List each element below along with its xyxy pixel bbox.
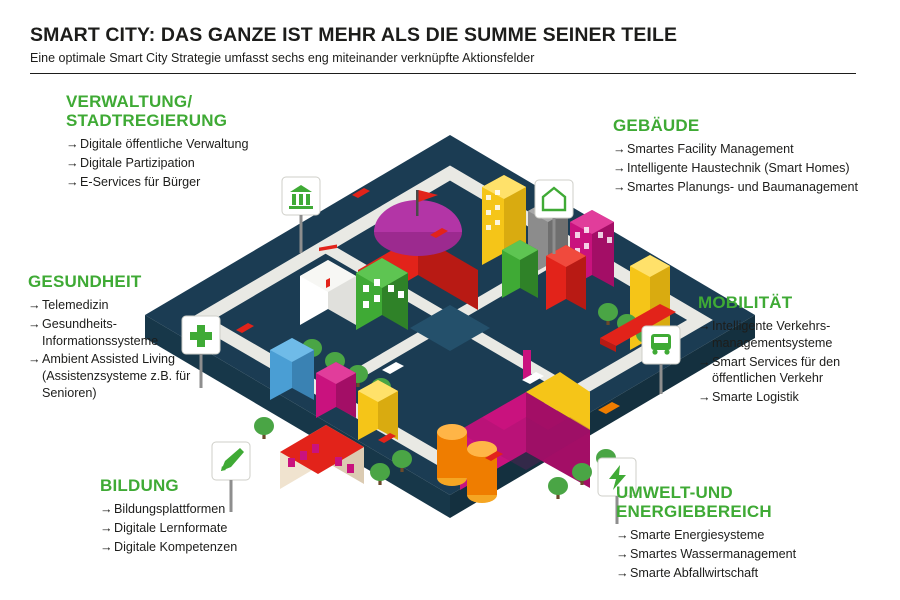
list-item (613, 160, 868, 177)
list-item (28, 297, 218, 314)
arrow-icon: → (613, 142, 626, 157)
arrow-icon: → (613, 179, 626, 194)
list-item-label: Digitale öffentliche Verwaltung (80, 137, 249, 152)
list-item-label: Digitale Lernformate (114, 520, 228, 535)
header (30, 24, 856, 74)
list-item-label: Smarte Logistik (712, 389, 799, 404)
section-verwaltung (66, 92, 281, 192)
arrow-icon: → (616, 546, 629, 561)
section-mobilitaet (698, 293, 898, 408)
arrow-icon: → (100, 520, 113, 535)
list-item (66, 155, 281, 172)
list-item-label: Smartes Facility Management (627, 142, 794, 157)
section-bildung (100, 476, 310, 557)
section-list-verwaltung (66, 136, 281, 190)
list-item (613, 141, 868, 158)
list-item (613, 179, 868, 196)
arrow-icon: → (28, 298, 41, 313)
title-line: STADTREGIERUNG (66, 111, 228, 131)
arrow-icon: → (698, 319, 711, 334)
arrow-icon: → (100, 539, 113, 554)
list-item (100, 520, 310, 537)
list-item (616, 565, 866, 582)
page-title: SMART CITY: DAS GANZE IST MEHR ALS DIE SUMME SEINER TEILE (30, 24, 678, 46)
section-list-bildung (100, 501, 310, 555)
list-item (28, 351, 218, 401)
section-title-gebaeude: GEBÄUDE (613, 116, 700, 135)
title-line: ENERGIEBEREICH (616, 502, 772, 522)
section-title-mobilitaet: MOBILITÄT (698, 293, 793, 312)
list-item (28, 316, 218, 349)
section-gebaeude (613, 116, 868, 197)
list-item (698, 354, 898, 387)
section-list-mobilitaet (698, 318, 898, 406)
arrow-icon: → (66, 174, 79, 189)
arrow-icon: → (698, 389, 711, 404)
page-subtitle: Eine optimale Smart City Strategie umfasst sechs eng miteinander verknüpfte Aktionsfelder (30, 51, 535, 66)
list-item (616, 527, 866, 544)
list-item (616, 546, 866, 563)
list-item-label: Telemedizin (42, 298, 109, 313)
list-item (698, 389, 898, 406)
section-list-gesundheit (28, 297, 218, 401)
arrow-icon: → (66, 155, 79, 170)
list-item-label: Gesundheits-Informationssysteme (42, 316, 159, 348)
list-item (100, 539, 310, 556)
list-item-label: E-Services für Bürger (80, 174, 201, 189)
list-item (66, 136, 281, 153)
list-item-label: Digitale Kompetenzen (114, 539, 238, 554)
arrow-icon: → (613, 160, 626, 175)
list-item (100, 501, 310, 518)
title-line: UMWELT-UND (616, 483, 733, 502)
list-item-label: Intelligente Verkehrs-managementsysteme (712, 319, 833, 350)
arrow-icon: → (66, 137, 79, 152)
list-item-label: Smarte Energiesysteme (630, 528, 765, 543)
section-list-gebaeude (613, 141, 868, 195)
list-item-label: Ambient Assisted Living (Assistenzsysteme z.B. für Senioren) (42, 352, 191, 400)
arrow-icon: → (28, 352, 41, 367)
list-item-label: Smarte Abfallwirtschaft (630, 565, 759, 580)
section-umwelt (616, 483, 866, 583)
list-item-label: Intelligente Haustechnik (Smart Homes) (627, 160, 850, 175)
section-title-verwaltung (66, 92, 281, 130)
list-item (698, 318, 898, 351)
arrow-icon: → (616, 528, 629, 543)
title-line: VERWALTUNG/ (66, 92, 193, 111)
section-title-bildung: BILDUNG (100, 476, 179, 495)
arrow-icon: → (100, 502, 113, 517)
section-gesundheit (28, 272, 218, 403)
list-item-label: Smartes Planungs- und Baumanagement (627, 179, 859, 194)
list-item-label: Digitale Partizipation (80, 155, 195, 170)
list-item-label: Smartes Wassermanagement (630, 546, 797, 561)
header-divider (30, 73, 856, 74)
list-item-label: Smart Services für den öffentlichen Verkehr (712, 354, 841, 386)
section-title-umwelt (616, 483, 866, 521)
arrow-icon: → (28, 316, 41, 331)
list-item (66, 174, 281, 191)
list-item-label: Bildungsplattformen (114, 502, 226, 517)
arrow-icon: → (616, 565, 629, 580)
section-title-gesundheit: GESUNDHEIT (28, 272, 142, 291)
arrow-icon: → (698, 354, 711, 369)
section-list-umwelt (616, 527, 866, 581)
